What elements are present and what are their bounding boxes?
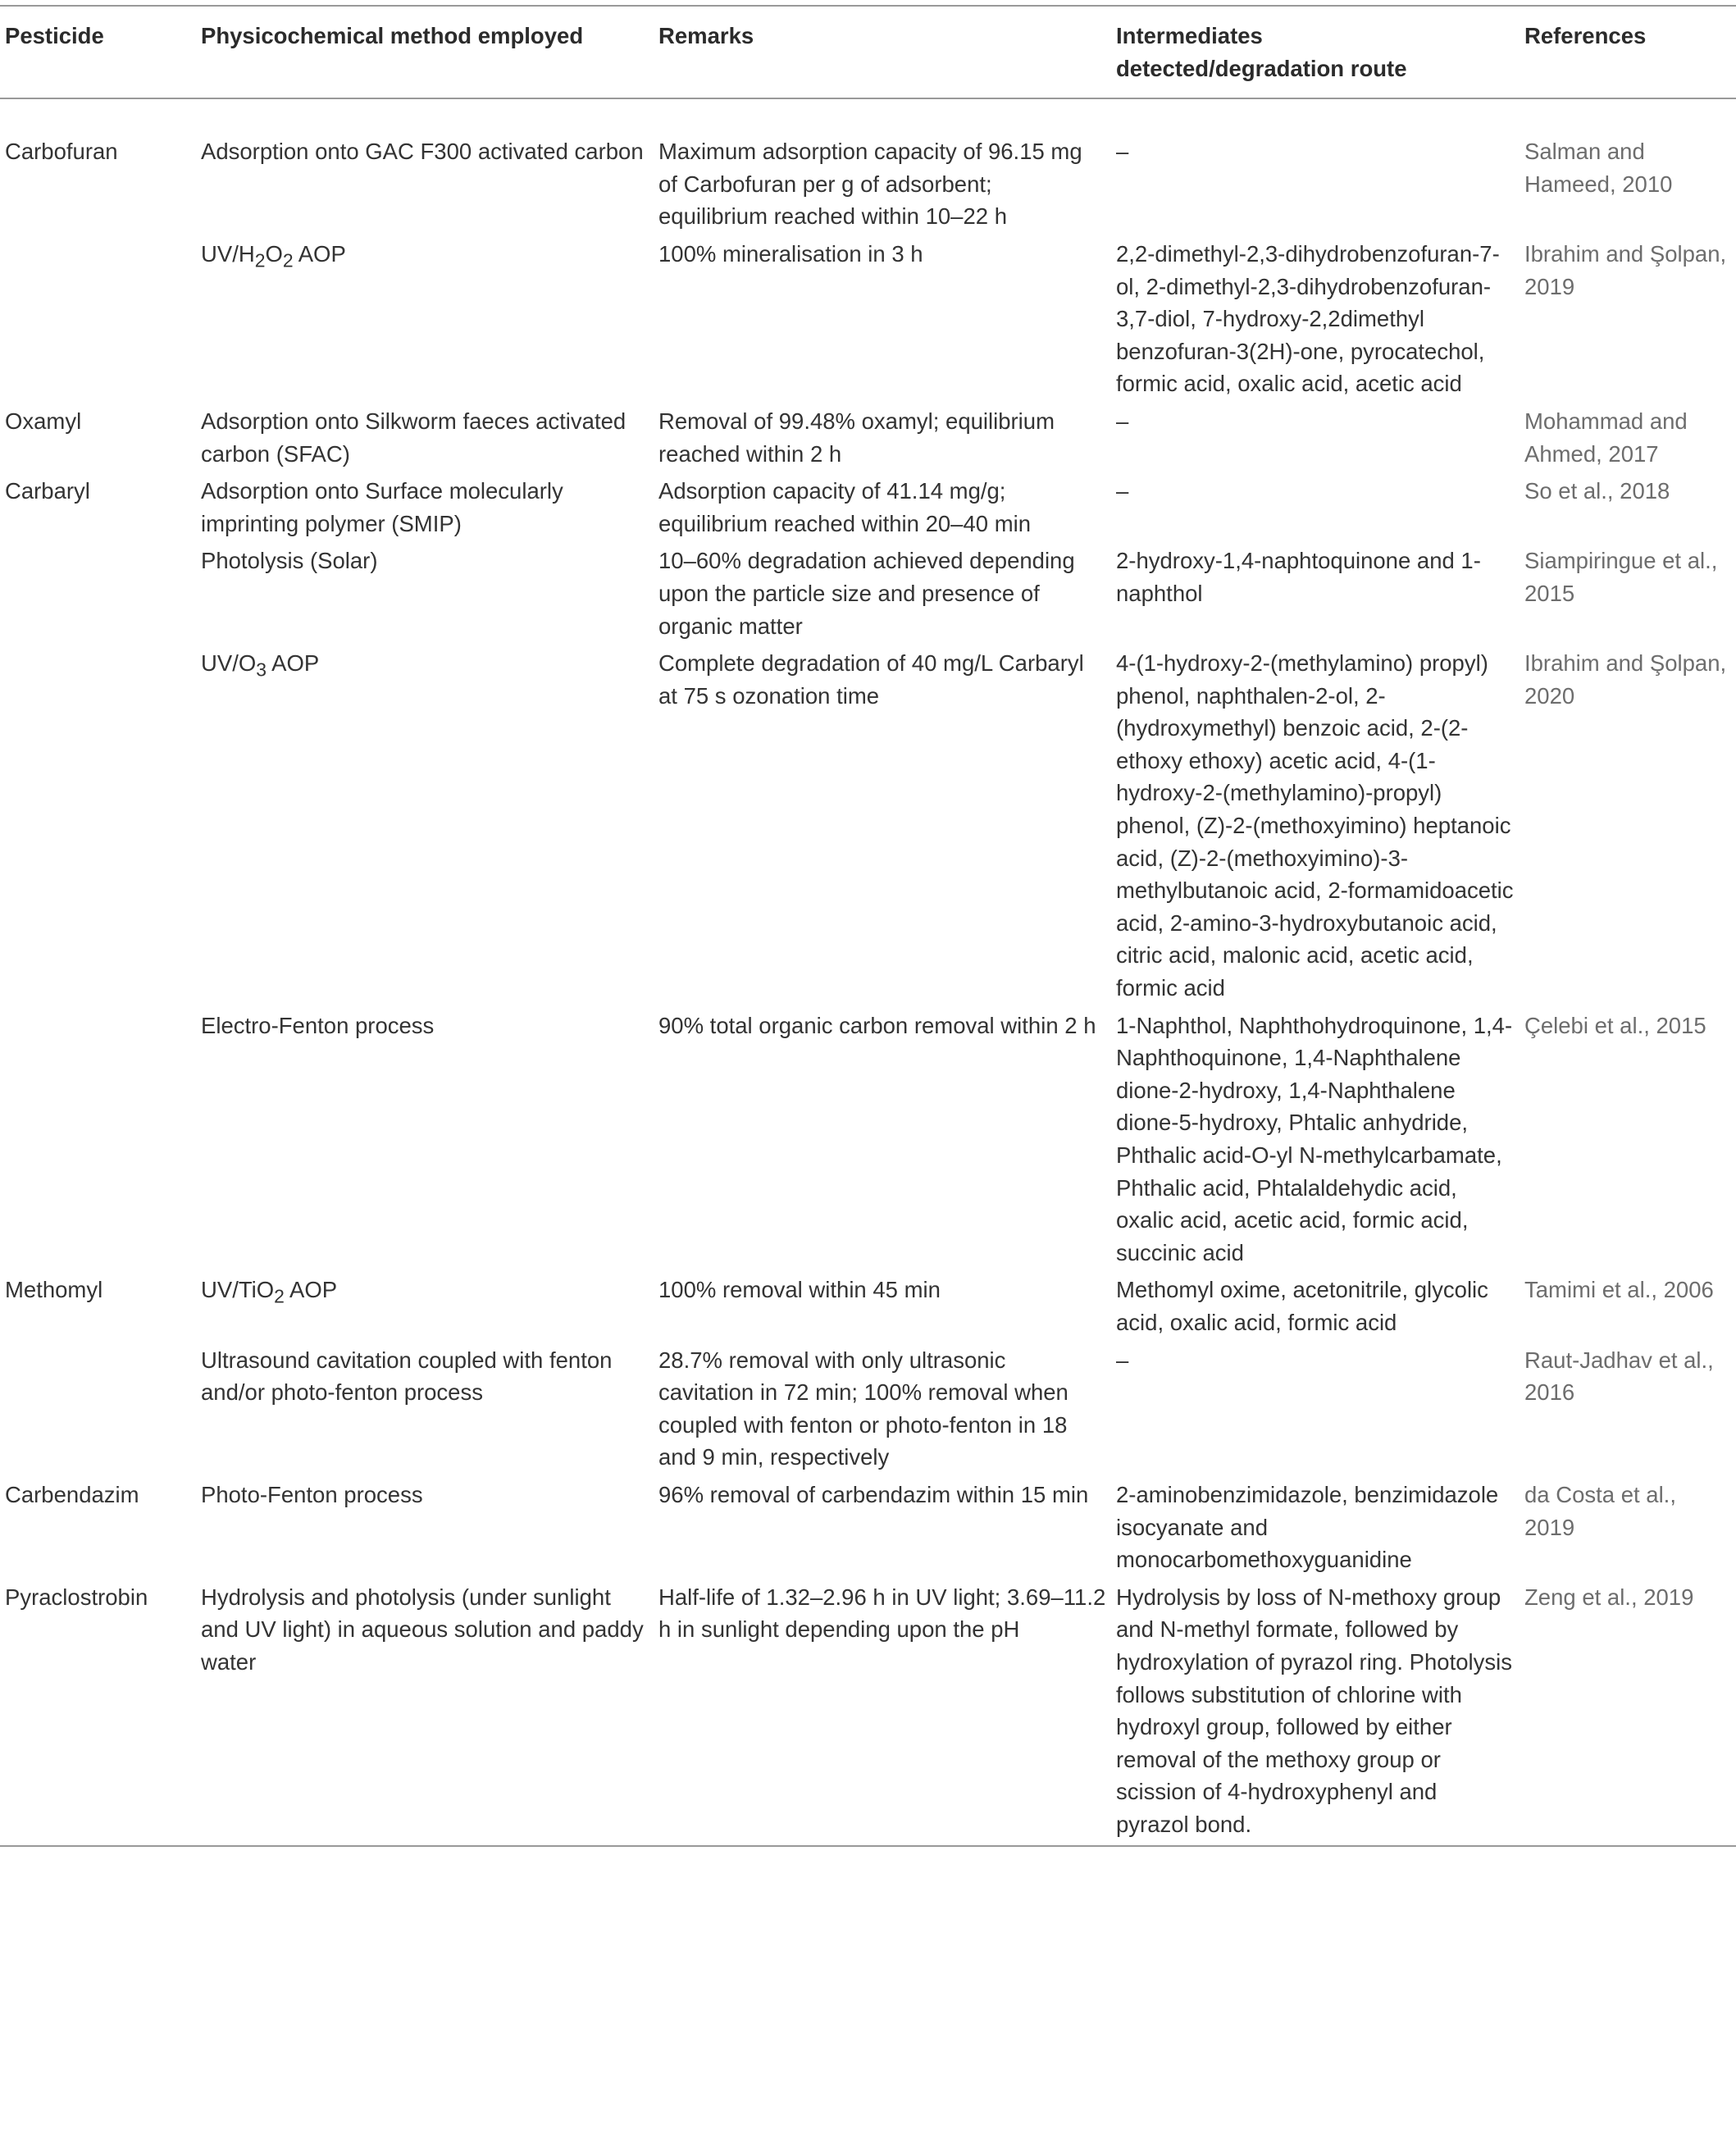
- cell-reference: Zeng et al., 2019: [1524, 1584, 1694, 1610]
- cell-reference: Siampiringue et al., 2015: [1524, 548, 1718, 606]
- header-method: Physicochemical method employed: [201, 23, 584, 48]
- cell-reference: Salman and Hameed, 2010: [1524, 139, 1673, 197]
- table-row: [0, 1010, 1736, 1274]
- cell-method: Hydrolysis and photolysis (under sunlight and UV light) in aqueous solution and paddy water: [201, 1584, 644, 1675]
- cell-reference: Mohammad and Ahmed, 2017: [1524, 408, 1688, 467]
- cell-intermediates: 2-hydroxy-1,4-naphtoquinone and 1-naphthol: [1116, 548, 1481, 606]
- cell-intermediates: –: [1116, 478, 1129, 504]
- cell-method: Adsorption onto GAC F300 activated carbon: [201, 139, 644, 165]
- cell-pesticide: Pyraclostrobin: [5, 1584, 148, 1610]
- cell-method: UV/TiO$_2$ AOP: [201, 1277, 338, 1307]
- table-row: [0, 238, 1736, 405]
- cell-method: Photolysis (Solar): [201, 548, 378, 574]
- cell-method: Adsorption onto Surface molecularly imprinting polymer (SMIP): [201, 478, 563, 536]
- cell-remarks: 100% removal within 45 min: [658, 1277, 941, 1303]
- data-table: [0, 5, 1736, 1847]
- header-remarks: Remarks: [658, 23, 754, 48]
- cell-reference: Tamimi et al., 2006: [1524, 1277, 1714, 1303]
- cell-remarks: 90% total organic carbon removal within 2 h: [658, 1012, 1096, 1038]
- table-row: [0, 405, 1736, 475]
- cell-intermediates: 2-aminobenzimidazole, benzimidazole isocyanate and monocarbomethoxyguanidine: [1116, 1481, 1499, 1573]
- table-row: [0, 1479, 1736, 1581]
- table-row: [0, 647, 1736, 1010]
- cell-remarks: 28.7% removal with only ultrasonic cavitation in 72 min; 100% removal when coupled with fenton or photo-fenton in 18 and 9 min, respectively: [658, 1347, 1068, 1470]
- cell-intermediates: Methomyl oxime, acetonitrile, glycolic acid, oxalic acid, formic acid: [1116, 1277, 1488, 1335]
- cell-pesticide: [0, 1344, 196, 1479]
- cell-method: Photo-Fenton process: [201, 1481, 423, 1507]
- cell-intermediates: –: [1116, 1347, 1129, 1373]
- table-header: [0, 6, 1736, 98]
- cell-remarks: 10–60% degradation achieved depending upon the particle size and presence of organic matter: [658, 548, 1075, 639]
- cell-reference: da Costa et al., 2019: [1524, 1481, 1676, 1540]
- table-row: [0, 475, 1736, 545]
- cell-remarks: Removal of 99.48% oxamyl; equilibrium reached within 2 h: [658, 408, 1055, 467]
- cell-reference: Çelebi et al., 2015: [1524, 1012, 1706, 1038]
- cell-reference: Ibrahim and Şolpan, 2019: [1524, 240, 1727, 299]
- cell-remarks: 96% removal of carbendazim within 15 min: [658, 1481, 1089, 1507]
- header-pesticide: Pesticide: [5, 23, 104, 48]
- cell-intermediates: 4-(1-hydroxy-2-(methylamino) propyl) phenol, naphthalen-2-ol, 2-(hydroxymethyl) benzoic acid, 2-(2- ethoxy ethoxy) acetic acid, 4-(1-hydroxy-2-(methylamino)-propyl) phenol, (Z)-2-(methoxyimino) heptanoic acid, (Z)-2-(methoxyimino)-3-methylbutanoic acid, 2-formamidoacetic acid, 2-amino-3-hydroxybutanoic acid, citric acid, malonic acid, acetic acid, formic acid: [1116, 650, 1514, 1001]
- cell-method: Electro-Fenton process: [201, 1012, 435, 1038]
- cell-reference: Raut-Jadhav et al., 2016: [1524, 1347, 1714, 1406]
- table-row: [0, 1581, 1736, 1847]
- table-row: [0, 98, 1736, 238]
- cell-remarks: 100% mineralisation in 3 h: [658, 240, 923, 267]
- cell-pesticide: Methomyl: [5, 1277, 103, 1303]
- cell-reference: Ibrahim and Şolpan, 2020: [1524, 650, 1727, 709]
- header-intermediates-line2: detected/degradation route: [1116, 55, 1407, 81]
- cell-intermediates: 2,2-dimethyl-2,3-dihydrobenzofuran-7-ol, 2-dimethyl-2,3-dihydrobenzofuran-3,7-diol, 7-hydroxy-2,2dimethyl benzofuran-3(2H)-one, pyrocatechol, formic acid, oxalic acid, acetic acid: [1116, 240, 1500, 397]
- cell-pesticide: [0, 647, 196, 1010]
- header-intermediates: [1111, 6, 1520, 98]
- cell-pesticide: [0, 238, 196, 405]
- cell-remarks: Half-life of 1.32–2.96 h in UV light; 3.69–11.2 h in sunlight depending upon the pH: [658, 1584, 1106, 1643]
- cell-remarks: Complete degradation of 40 mg/L Carbaryl at 75 s ozonation time: [658, 650, 1084, 709]
- table-row: [0, 1274, 1736, 1343]
- cell-intermediates: –: [1116, 408, 1129, 434]
- cell-pesticide: Carbendazim: [5, 1481, 139, 1507]
- header-row: [0, 6, 1736, 98]
- cell-method: $UV/O_3$ AOP: [201, 650, 320, 681]
- header-intermediates-line1: Intermediates: [1116, 23, 1263, 48]
- cell-method: Ultrasound cavitation coupled with fenton and/or photo-fenton process: [201, 1347, 613, 1406]
- table-body: [0, 98, 1736, 1846]
- table-row: [0, 1344, 1736, 1479]
- header-references: References: [1524, 23, 1647, 48]
- cell-pesticide: Carbofuran: [5, 139, 118, 165]
- cell-remarks: Adsorption capacity of 41.14 mg/g; equilibrium reached within 20–40 min: [658, 478, 1032, 536]
- cell-pesticide: [0, 545, 196, 647]
- cell-intermediates: –: [1116, 139, 1129, 165]
- cell-reference: So et al., 2018: [1524, 478, 1670, 504]
- table-row: [0, 545, 1736, 647]
- cell-intermediates: Hydrolysis by loss of N-methoxy group and N-methyl formate, followed by hydroxylation of pyrazol ring. Photolysis follows substitution of chlorine with hydroxyl group, followed by either removal of the methoxy group or scission of 4-hydroxyphenyl and pyrazol bond.: [1116, 1584, 1513, 1837]
- cell-pesticide: Carbaryl: [5, 478, 90, 504]
- cell-pesticide: Oxamyl: [5, 408, 82, 434]
- cell-method: Adsorption onto Silkworm faeces activated carbon (SFAC): [201, 408, 627, 467]
- cell-method: $UV/H_2O_2$ AOP: [201, 240, 346, 271]
- cell-intermediates: 1-Naphthol, Naphthohydroquinone, 1,4-Naphthoquinone, 1,4-Naphthalene dione-2-hydroxy, 1,4-Naphthalene dione-5-hydroxy, Phtalic anhydride, Phthalic acid-O-yl N-methylcarbamate, Phthalic acid, Phtalaldehydic acid, oxalic acid, acetic acid, formic acid, succinic acid: [1116, 1012, 1513, 1265]
- cell-remarks: Maximum adsorption capacity of 96.15 mg of Carbofuran per g of adsorbent; equilibrium reached within 10–22 h: [658, 139, 1082, 230]
- cell-pesticide: [0, 1010, 196, 1274]
